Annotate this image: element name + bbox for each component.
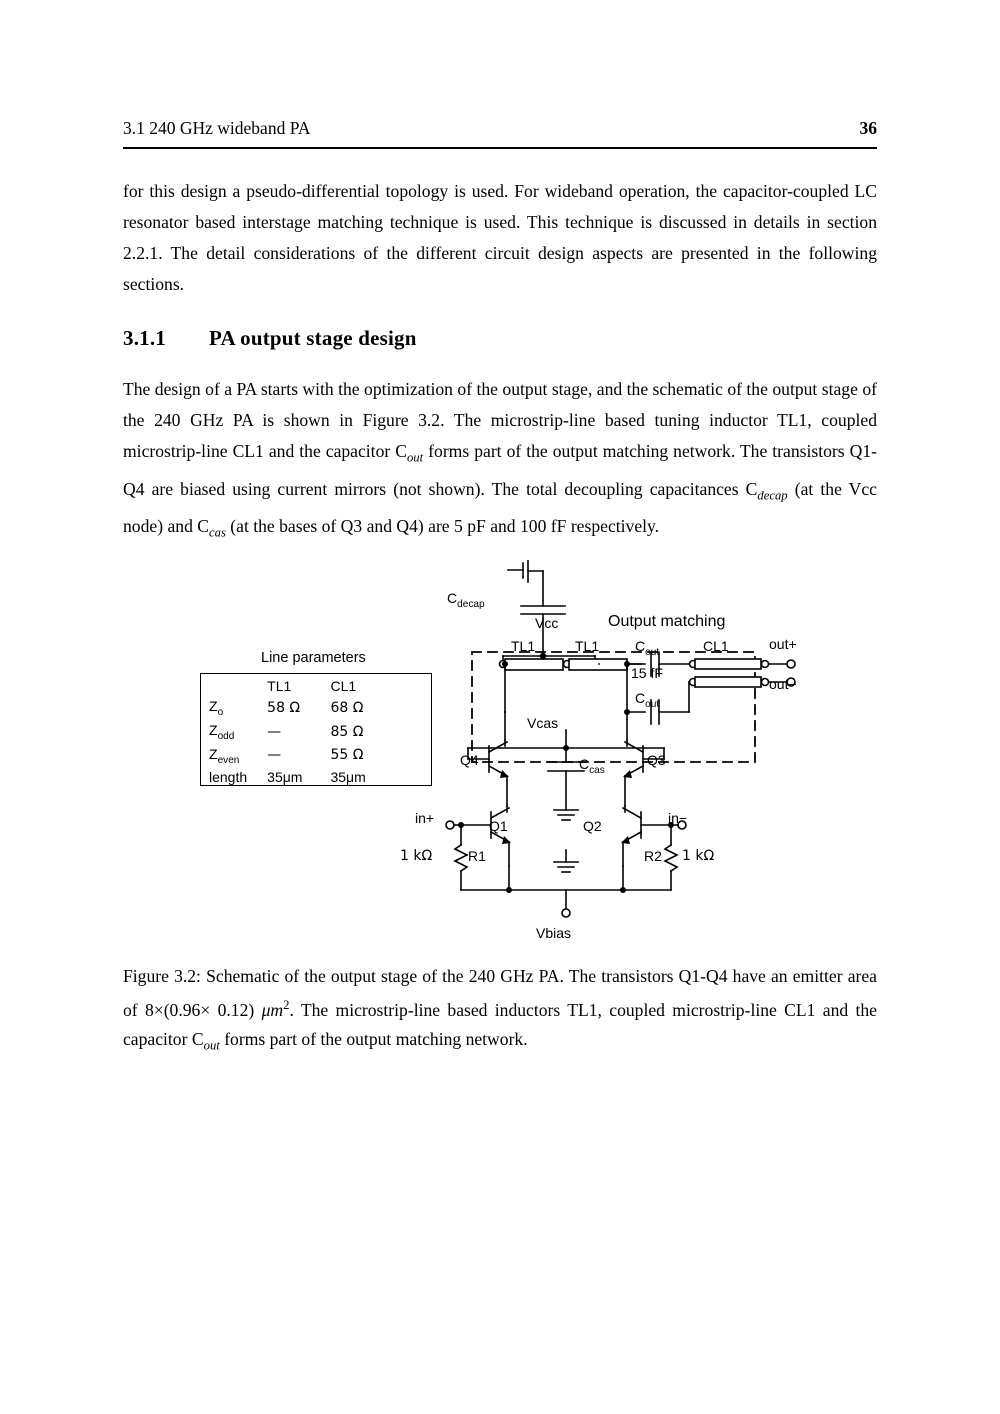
row-label-zeven: $Z_{even}$	[209, 745, 240, 766]
section-title: PA output stage design	[209, 326, 417, 350]
label-vbias: Vbias	[536, 925, 572, 941]
cell-zeven-cl1: 55 Ω	[330, 747, 364, 764]
cell-zodd-tl1: —	[267, 723, 282, 740]
caption-text-3: forms part of the output matching network.	[219, 1028, 528, 1049]
label-output-matching: Output matching	[608, 613, 726, 630]
label-cout-value: 15 fF	[631, 665, 663, 681]
table-row	[205, 720, 372, 744]
label-r2: R2	[644, 848, 662, 864]
caption-text-1: Schematic of the output stage of the 240 GHz PA. The transistors Q1-Q4 have an emitter area of 8×(0.96× 0.12)	[123, 966, 877, 1020]
label-q4: Q4	[460, 752, 479, 768]
label-out-minus: out−	[769, 676, 797, 692]
cell-zodd-cl1: 85 Ω	[330, 723, 364, 740]
col-head-cl1: CL1	[330, 678, 357, 694]
label-cdecap: $C_{decap}$	[447, 590, 485, 610]
label-r1: R1	[468, 848, 486, 864]
cell-length-cl1: 35μm	[330, 769, 366, 786]
label-in-plus: in+	[415, 810, 435, 826]
label-r1-value: 1 kΩ	[400, 848, 433, 864]
label-q2: Q2	[583, 818, 602, 834]
table-row	[205, 696, 372, 720]
row-label-length: length	[209, 769, 248, 786]
figure-caption	[123, 962, 877, 1060]
line-parameters-table	[200, 673, 432, 786]
table-row	[205, 744, 372, 768]
header-rule	[123, 147, 877, 149]
row-label-zo: $Z_o$	[209, 698, 224, 718]
page-header	[123, 118, 877, 139]
table-row	[205, 767, 372, 787]
header-section-title: 3.1 240 GHz wideband PA	[123, 118, 311, 138]
label-q3: Q3	[647, 752, 666, 768]
col-head-empty	[205, 676, 253, 696]
caption-text-2: . The microstrip-line based inductors TL1, coupled microstrip-line CL1 and the capacitor C	[123, 999, 877, 1049]
section-heading	[123, 326, 417, 351]
section-number: 3.1.1	[123, 326, 166, 350]
label-out-plus: out+	[769, 636, 797, 652]
label-vcc: Vcc	[535, 615, 559, 631]
caption-emitter-exp: 2	[283, 998, 290, 1012]
label-cout-top: $C_{out}$	[635, 638, 660, 658]
col-head-tl1: TL1	[267, 678, 292, 694]
paragraph-output-stage: The design of a PA starts with the optimization of the output stage, and the schematic of the output stage of the 240 GHz PA is shown in Figure 3.2. The microstrip-line based tuning inductor TL1, coupled microstrip-line CL1 and the capacitor $C_{out}$ forms part of the output matching network. The transistors Q1-Q4 are biased using current mirrors (not shown). The total decoupling capacitances $C_{decap}$ (at the Vcc node) and $C_{cas}$ (at the bases of Q3 and Q4) are 5 pF and 100 fF respectively.	[123, 379, 877, 540]
cell-zo-cl1: 68 Ω	[330, 699, 364, 716]
label-q1: Q1	[489, 818, 508, 834]
cell-zo-tl1: 58 Ω	[267, 699, 301, 716]
label-r2-value: 1 kΩ	[682, 848, 715, 864]
cell-zeven-tl1: —	[267, 747, 282, 764]
caption-emitter-units: μm	[261, 999, 284, 1020]
label-tl1-right: TL1	[575, 638, 600, 654]
caption-label: Figure 3.2:	[123, 966, 201, 986]
cell-length-tl1: 35μm	[267, 769, 303, 786]
label-tl1-left: TL1	[511, 638, 536, 654]
table-header-row	[205, 676, 372, 696]
label-in-minus: in−	[668, 810, 688, 826]
caption-cout-sub: out	[203, 1038, 220, 1053]
row-label-zodd: $Z_{odd}$	[209, 721, 235, 742]
label-cout-bottom: $C_{out}$	[635, 690, 660, 710]
line-parameters-title: Line parameters	[261, 650, 366, 666]
label-vcas: Vcas	[527, 715, 559, 731]
paragraph-intro: for this design a pseudo-differential topology is used. For wideband operation, the capacitor-coupled LC resonator based interstage matching technique is used. This technique is discussed in details in section 2.2.1. The detail considerations of the different circuit design aspects are presented in the following sections.	[123, 181, 877, 294]
label-cl1: CL1	[703, 638, 729, 654]
page-number: 36	[859, 118, 877, 138]
label-ccas: $C_{cas}$	[579, 756, 605, 776]
figure-3-2	[123, 560, 877, 950]
